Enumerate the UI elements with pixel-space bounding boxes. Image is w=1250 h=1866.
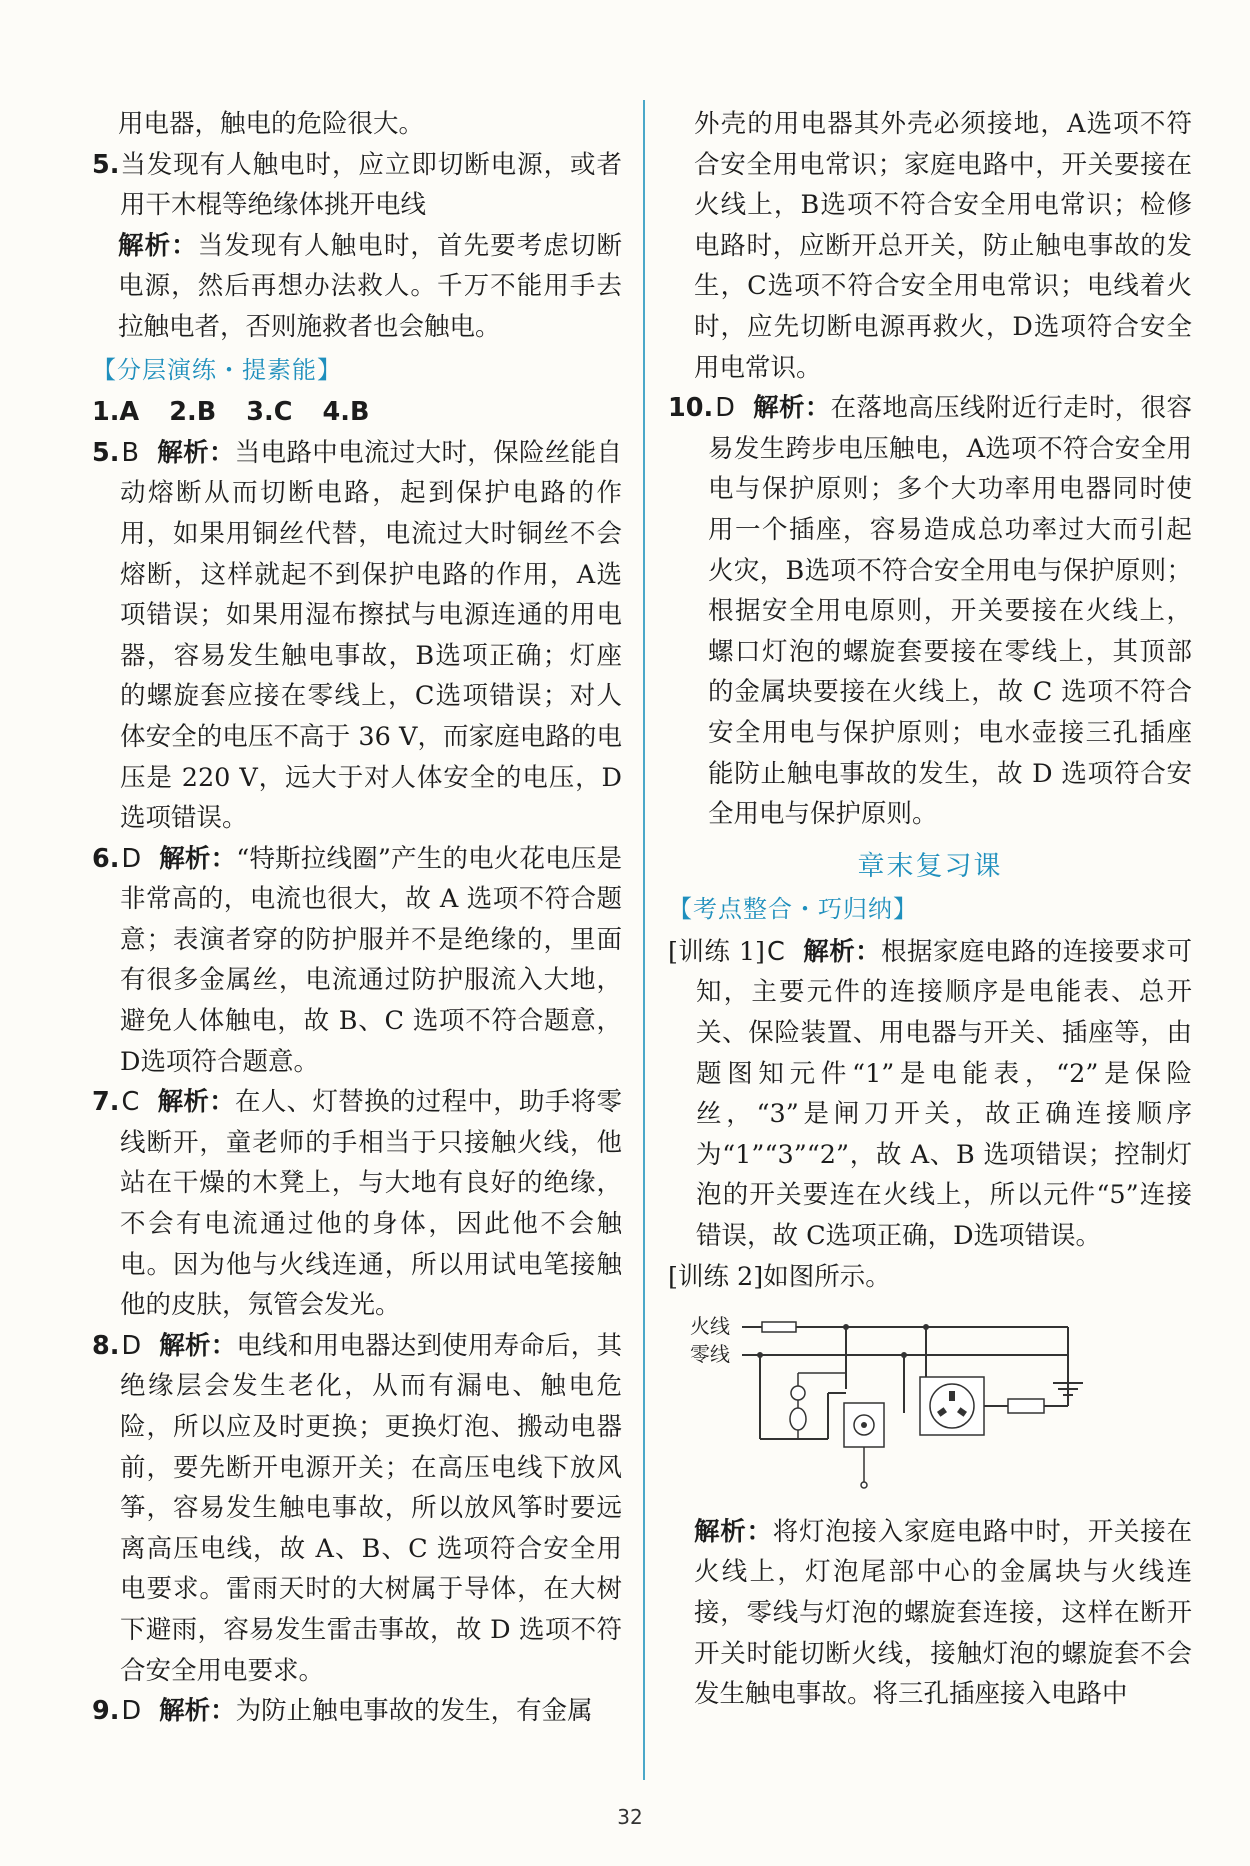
column-divider (643, 100, 645, 1780)
question-number: 9. (92, 1696, 120, 1727)
neutral-wire-label: 零线 (690, 1342, 730, 1367)
section-title: 【分层演练・提素能】 (92, 355, 342, 384)
explanation-label: 解析： (752, 393, 831, 424)
chapter-title: 章末复习课 (857, 850, 1003, 882)
explanation-text: “特斯拉线圈”产生的电火花电压是非常高的，电流也很大，故 A 选项不符合题意；表演者穿的防护服并不是绝缘的，里面有很多金属丝，电流通过防护服流入大地，避免人体触电，故 B、C 选项不符合题意，D选项符合题意。 (120, 843, 622, 1077)
answer-5 (92, 145, 622, 226)
explanation-text: 将灯泡接入家庭电路中时，开关接在火线上，灯泡尾部中心的金属块与火线连接，零线与灯泡的螺旋套连接，这样在断开开关时能切断火线，接触灯泡的螺旋套不会发生触电事故。将三孔插座接入电路中 (694, 1516, 1192, 1710)
question-number: 7. (92, 1087, 120, 1118)
explanation-text: 为防止触电事故的发生，有金属 (235, 1696, 593, 1727)
explanation-label: 解析： (157, 1087, 236, 1118)
section-title: 【考点整合・巧归纳】 (668, 895, 918, 924)
training-tag: [训练 2] (668, 1261, 764, 1292)
answer-8 (92, 1326, 622, 1691)
training-1 (668, 932, 1192, 1257)
question-number: 5. (92, 149, 120, 180)
left-column (92, 104, 622, 1732)
question-number: 5. (92, 437, 120, 468)
training-2 (668, 1257, 1192, 1298)
explanation-text: 当电路中电流过大时，保险丝能自动熔断从而切断电路，起到保护电路的作用，如果用铜丝代替，电流过大时铜丝不会熔断，这样就起不到保护电路的作用，A选项错误；如果用湿布擦拭与电源连通的用电器，容易发生触电事故，B选项正确；灯座的螺旋套应接在零线上，C选项错误；对人体安全的电压不高于 36 V，而家庭电路的电压是 220 V，远大于对人体安全的电压，D选项错误。 (120, 437, 622, 834)
quick-answer: 1.A (92, 397, 140, 428)
training-tag: [训练 1] (668, 936, 765, 967)
explanation-label: 解析： (159, 1696, 236, 1727)
socket-fuse-icon (1008, 1399, 1044, 1413)
explanation-text: 在落地高压线附近行走时，很容易发生跨步电压触电，A选项不符合安全用电与保护原则；多个大功率用电器同时使用一个插座，容易造成总功率过大而引起火灾，B选项不符合安全用电与保护原则；根据安全用电原则，开关要接在火线上，螺口灯泡的螺旋套要接在零线上，其顶部的金属块要接在火线上，故 C 选项不符合安全用电与保护原则；电水壶接三孔插座能防止触电事故的发生，故 D 选项符合安全用电与保护原则。 (708, 393, 1192, 830)
live-wire-label: 火线 (690, 1314, 730, 1339)
explanation-label: 解析： (156, 437, 235, 468)
answer-6 (92, 839, 622, 1083)
right-column (668, 104, 1192, 1715)
answer-10 (668, 388, 1192, 835)
explanation-label: 解析： (802, 936, 882, 967)
circuit-diagram (668, 1303, 1192, 1493)
quick-answer: 4.B (322, 397, 370, 428)
answer-choice: D (715, 393, 735, 424)
explanation-text: 根据家庭电路的连接要求可知，主要元件的连接顺序是电能表、总开关、保险装置、用电器与开关、插座等，由题图知元件“1”是电能表，“2”是保险丝，“3”是闸刀开关，故正确连接顺序为“1”“3”“2”，故 A、B 选项错误；控制灯泡的开关要连在火线上，所以元件“5”连接错误，故 C选项正确，D选项错误。 (696, 936, 1192, 1252)
quick-answers (92, 392, 622, 433)
quick-answer: 3.C (246, 397, 293, 428)
continuation-text: 用电器，触电的危险很大。 (118, 109, 425, 139)
explanation-5 (92, 226, 622, 348)
explanation-text: 电线和用电器达到使用寿命后，其绝缘层会发生老化，从而有漏电、触电危险，所以应及时更换；更换灯泡、搬动电器前，要先断开电源开关；在高压电线下放风筝，容易发生触电事故，所以放风筝时要远离高压电线，故 A、B、C 选项符合安全用电要求。雷雨天时的大树属于导体，在大树下避雨，容易发生雷击事故，故 D 选项不符合安全用电要求。 (120, 1330, 622, 1686)
socket-face (930, 1384, 974, 1428)
explanation-label: 解析： (694, 1516, 773, 1547)
quick-answer: 2.B (169, 397, 217, 428)
pull-switch-center (861, 1422, 867, 1428)
answer-choice: D (121, 1330, 142, 1361)
explanation-label: 解析： (159, 1330, 237, 1361)
answer-choice: B (121, 437, 139, 468)
training-text: 如图所示。 (763, 1261, 891, 1292)
switch-icon (791, 1386, 805, 1400)
answer-choice: D (121, 1696, 142, 1727)
explanation-text: 在人、灯替换的过程中，助手将零线断开，童老师的手相当于只接触火线，他站在干燥的木凳上，与大地有良好的绝缘，不会有电流通过他的身体，因此他不会触电。因为他与火线连通，所以用试电笔接触他的皮肤，氖管会发光。 (120, 1087, 622, 1321)
pull-cord-knob (861, 1482, 867, 1488)
socket-pin-top (949, 1391, 955, 1401)
question-number: 8. (92, 1330, 120, 1361)
page-number: 32 (617, 1805, 643, 1829)
answer-choice: C (767, 936, 785, 967)
explanation-label: 解析： (159, 843, 237, 874)
question-number: 10. (668, 393, 714, 424)
bulb-icon (790, 1408, 806, 1430)
answer-9 (92, 1691, 622, 1732)
fuse-icon (762, 1322, 796, 1332)
question-number: 6. (92, 843, 120, 874)
answer-text: 当发现有人触电时，应立即切断电源，或者用干木棍等绝缘体挑开电线 (119, 149, 622, 221)
continuation-text: 外壳的用电器其外壳必须接地，A选项不符合安全用电常识；家庭电路中，开关要接在火线上，B选项不符合安全用电常识；检修电路时，应断开总开关，防止触电事故的发生，C选项不符合安全用电常识；电线着火时，应先切断电源再救火，D选项符合安全用电常识。 (694, 109, 1192, 383)
answer-5b (92, 433, 622, 839)
answer-7 (92, 1082, 622, 1326)
explanation-text: 当发现有人触电时，首先要考虑切断电源，然后再想办法救人。千万不能用手去拉触电者，否则施救者也会触电。 (118, 230, 622, 342)
explanation-t2 (668, 1512, 1192, 1715)
answer-choice: C (121, 1087, 140, 1118)
answer-choice: D (121, 843, 142, 874)
explanation-label: 解析： (118, 230, 198, 261)
